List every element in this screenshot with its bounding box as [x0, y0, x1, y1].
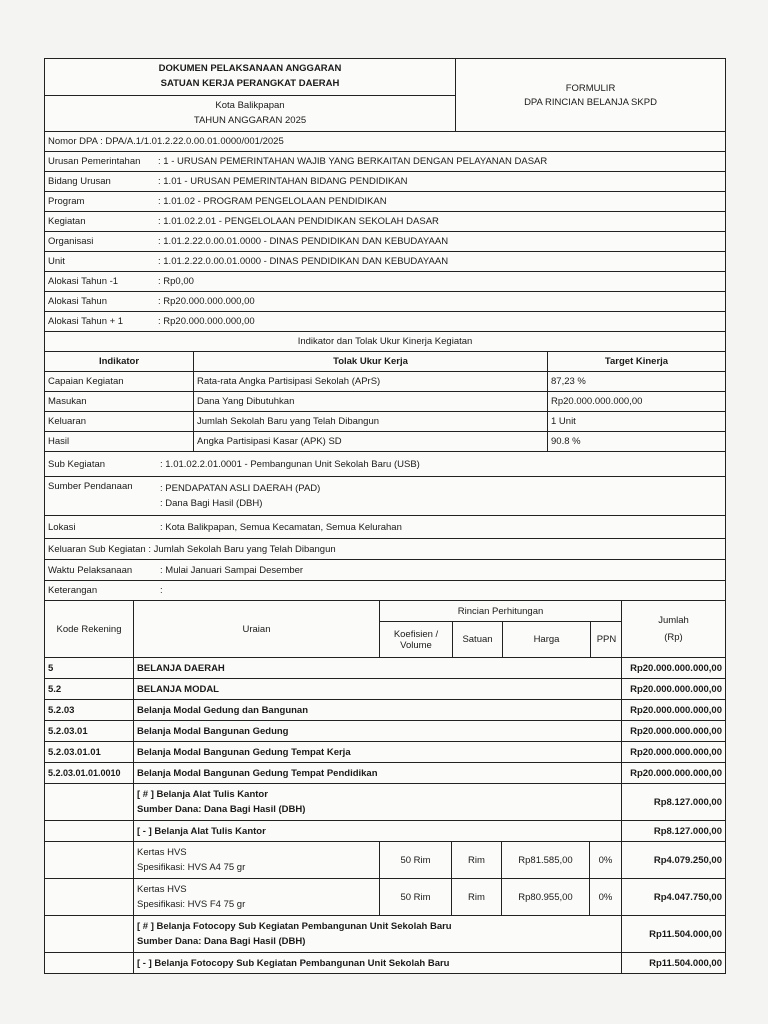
lokasi-label: Lokasi [48, 521, 76, 533]
tolak-ukur-cell: Dana Yang Dibutuhkan [193, 392, 547, 411]
nomor-dpa: Nomor DPA : DPA/A.1/1.01.2.22.0.00.01.0000/001/2025 [48, 136, 284, 147]
table-row [45, 411, 725, 431]
header-left [45, 59, 455, 131]
info-value: : 1 - URUSAN PEMERINTAHAN WAJIB YANG BERKAITAN DENGAN PELAYANAN DASAR [158, 156, 548, 167]
group-jumlah: Rp8.127.000,00 [621, 784, 725, 820]
info-value: : Rp20.000.000.000,00 [158, 296, 255, 307]
target-cell: 1 Unit [547, 412, 725, 431]
keluaran-sub-kegiatan: Keluaran Sub Kegiatan : Jumlah Sekolah Baru yang Telah Dibangun [48, 543, 336, 555]
info-row [45, 251, 725, 271]
account-row [45, 720, 725, 741]
tolak-ukur-cell: Angka Partisipasi Kasar (APK) SD [193, 432, 547, 451]
account-row [45, 657, 725, 678]
group-kode [45, 916, 133, 952]
table-row [45, 391, 725, 411]
sub-kegiatan-value: : 1.01.02.2.01.0001 - Pembangunan Unit Sekolah Baru (USB) [160, 458, 420, 470]
info-row [45, 211, 725, 231]
target-cell: Rp20.000.000.000,00 [547, 392, 725, 411]
group-title: [ # ] Belanja Alat Tulis Kantor [137, 789, 268, 800]
rincian-subheaders [380, 622, 621, 657]
group-title: [ - ] Belanja Fotocopy Sub Kegiatan Pembangunan Unit Sekolah Baru [133, 953, 621, 973]
ppn-header: PPN [590, 622, 622, 657]
sumber-pendanaan-row [45, 476, 725, 515]
info-label: Unit [48, 256, 65, 267]
group-sumber-dana: Sumber Dana: Dana Bagi Hasil (DBH) [137, 804, 306, 815]
keterangan-label: Keterangan [48, 585, 98, 596]
waktu-value: : Mulai Januari Sampai Desember [160, 564, 304, 576]
item-name: Kertas HVS [137, 847, 187, 858]
doc-title-1: DOKUMEN PELAKSANAAN ANGGARAN [158, 63, 342, 74]
group-kode [45, 821, 133, 841]
koefisien-header: Koefisien / Volume [393, 628, 439, 651]
account-kode: 5 [48, 662, 54, 674]
rincian-perhitungan-header: Rincian Perhitungan [380, 601, 621, 622]
group-kode [45, 953, 133, 973]
group-jumlah: Rp11.504.000,00 [621, 916, 725, 952]
jumlah-header-unit: (Rp) [664, 632, 683, 643]
doc-title-2: SATUAN KERJA PERANGKAT DAERAH [45, 76, 455, 96]
nomor-dpa-row [45, 131, 725, 151]
sumber-value-1: : PENDAPATAN ASLI DAERAH (PAD) [160, 483, 321, 494]
info-value: : 1.01.2.22.0.00.01.0000 - DINAS PENDIDIKAN DAN KEBUDAYAAN [158, 256, 449, 267]
info-row [45, 311, 725, 331]
indikator-col-header: Indikator [98, 356, 140, 367]
info-row [45, 151, 725, 171]
item-kode [45, 879, 133, 915]
account-uraian: BELANJA DAERAH [133, 658, 621, 678]
info-label: Alokasi Tahun [48, 296, 107, 307]
info-row [45, 271, 725, 291]
sumber-value-2: : Dana Bagi Hasil (DBH) [160, 498, 263, 509]
account-kode: 5.2.03 [48, 704, 75, 716]
waktu-label: Waktu Pelaksanaan [48, 564, 133, 576]
info-value: : 1.01.02 - PROGRAM PENGELOLAAN PENDIDIKAN [158, 196, 387, 207]
uraian-header: Uraian [133, 601, 379, 657]
item-jumlah: Rp4.079.250,00 [621, 842, 725, 878]
account-kode: 5.2 [48, 683, 62, 695]
info-label: Bidang Urusan [48, 176, 111, 187]
satuan-header: Satuan [452, 622, 502, 657]
item-name: Kertas HVS [137, 884, 187, 895]
indikator-header-row [45, 351, 725, 371]
group-title: [ - ] Belanja Alat Tulis Kantor [133, 821, 621, 841]
info-value: : Rp0,00 [158, 276, 194, 287]
jumlah-header [621, 601, 725, 657]
item-jumlah: Rp4.047.750,00 [621, 879, 725, 915]
lokasi-value: : Kota Balikpapan, Semua Kecamatan, Semua Kelurahan [160, 521, 402, 533]
account-row [45, 741, 725, 762]
item-koefisien: 50 Rim [379, 842, 451, 878]
budget-year: TAHUN ANGGARAN 2025 [193, 115, 307, 126]
document-header [45, 59, 725, 131]
tolak-ukur-col-header: Tolak Ukur Kerja [193, 352, 547, 371]
item-satuan: Rim [451, 879, 501, 915]
account-jumlah: Rp20.000.000.000,00 [621, 742, 725, 762]
item-kode [45, 842, 133, 878]
item-spec: Spesifikasi: HVS A4 75 gr [137, 862, 246, 873]
sumber-pendanaan-values [157, 477, 725, 515]
sub-kegiatan-row [45, 451, 725, 476]
info-row [45, 191, 725, 211]
group-uraian [133, 916, 621, 952]
item-satuan: Rim [451, 842, 501, 878]
account-uraian: Belanja Modal Bangunan Gedung [133, 721, 621, 741]
lokasi-row [45, 515, 725, 538]
group-row [45, 915, 725, 952]
info-row [45, 231, 725, 251]
group-uraian [133, 784, 621, 820]
info-value: : Rp20.000.000.000,00 [158, 316, 255, 327]
indikator-cell: Capaian Kegiatan [48, 376, 124, 387]
account-jumlah: Rp20.000.000.000,00 [621, 721, 725, 741]
info-label: Kegiatan [48, 216, 86, 227]
account-row [45, 699, 725, 720]
account-uraian: BELANJA MODAL [133, 679, 621, 699]
header-right [455, 59, 725, 131]
item-harga: Rp80.955,00 [501, 879, 589, 915]
indikator-cell: Masukan [48, 396, 87, 407]
target-cell: 90.8 % [547, 432, 725, 451]
item-ppn: 0% [589, 842, 621, 878]
account-jumlah: Rp20.000.000.000,00 [621, 763, 725, 783]
account-kode: 5.2.03.01 [48, 725, 88, 737]
account-row [45, 762, 725, 783]
target-cell: 87,23 % [547, 372, 725, 391]
group-sumber-dana: Sumber Dana: Dana Bagi Hasil (DBH) [137, 936, 306, 947]
sub-kegiatan-label: Sub Kegiatan [48, 458, 106, 470]
form-title: DPA RINCIAN BELANJA SKPD [524, 96, 657, 108]
tolak-ukur-cell: Rata-rata Angka Partisipasi Sekolah (APrS) [193, 372, 547, 391]
account-jumlah: Rp20.000.000.000,00 [621, 700, 725, 720]
account-kode: 5.2.03.01.01 [48, 746, 101, 758]
rincian-header-row [45, 600, 725, 657]
group-row [45, 783, 725, 820]
keluaran-sub-row [45, 538, 725, 559]
group-title: [ # ] Belanja Fotocopy Sub Kegiatan Pembangunan Unit Sekolah Baru [137, 921, 452, 932]
info-label: Urusan Pemerintahan [48, 156, 141, 167]
harga-header: Harga [502, 622, 590, 657]
waktu-row [45, 559, 725, 580]
group-row [45, 952, 725, 973]
info-value: : 1.01.2.22.0.00.01.0000 - DINAS PENDIDIKAN DAN KEBUDAYAAN [158, 236, 449, 247]
info-value: : 1.01.02.2.01 - PENGELOLAAN PENDIDIKAN SEKOLAH DASAR [158, 216, 439, 227]
keterangan-row [45, 580, 725, 600]
target-col-header: Target Kinerja [547, 352, 725, 371]
info-row [45, 291, 725, 311]
account-uraian: Belanja Modal Bangunan Gedung Tempat Kerja [133, 742, 621, 762]
info-label: Alokasi Tahun -1 [48, 276, 119, 287]
table-row [45, 371, 725, 391]
kode-rekening-header: Kode Rekening [56, 623, 122, 635]
item-uraian [133, 879, 379, 915]
sumber-pendanaan-label: Sumber Pendanaan [48, 481, 133, 492]
group-jumlah: Rp8.127.000,00 [621, 821, 725, 841]
indikator-title-row [45, 331, 725, 351]
info-row [45, 171, 725, 191]
account-jumlah: Rp20.000.000.000,00 [621, 658, 725, 678]
tolak-ukur-cell: Jumlah Sekolah Baru yang Telah Dibangun [193, 412, 547, 431]
group-kode [45, 784, 133, 820]
info-value: : 1.01 - URUSAN PEMERINTAHAN BIDANG PENDIDIKAN [158, 176, 408, 187]
group-jumlah: Rp11.504.000,00 [621, 953, 725, 973]
item-koefisien: 50 Rim [379, 879, 451, 915]
rincian-perhitungan-group [379, 601, 621, 657]
table-row [45, 431, 725, 451]
jumlah-header-label: Jumlah [658, 615, 689, 626]
indikator-title: Indikator dan Tolak Ukur Kinerja Kegiatan [297, 336, 473, 347]
account-uraian: Belanja Modal Bangunan Gedung Tempat Pendidikan [133, 763, 621, 783]
item-row [45, 841, 725, 878]
item-row [45, 878, 725, 915]
info-label: Program [48, 196, 85, 207]
form-label: FORMULIR [565, 82, 616, 94]
dpa-document [44, 58, 726, 974]
account-row [45, 678, 725, 699]
account-uraian: Belanja Modal Gedung dan Bangunan [133, 700, 621, 720]
item-uraian [133, 842, 379, 878]
indikator-cell: Keluaran [48, 416, 87, 427]
account-jumlah: Rp20.000.000.000,00 [621, 679, 725, 699]
account-kode: 5.2.03.01.01.0010 [48, 768, 121, 778]
city-name: Kota Balikpapan [215, 100, 285, 111]
item-ppn: 0% [589, 879, 621, 915]
info-label: Organisasi [48, 236, 94, 247]
indikator-cell: Hasil [48, 436, 70, 447]
group-row [45, 820, 725, 841]
keterangan-value: : [160, 585, 163, 596]
item-harga: Rp81.585,00 [501, 842, 589, 878]
info-label: Alokasi Tahun + 1 [48, 316, 124, 327]
item-spec: Spesifikasi: HVS F4 75 gr [137, 899, 246, 910]
